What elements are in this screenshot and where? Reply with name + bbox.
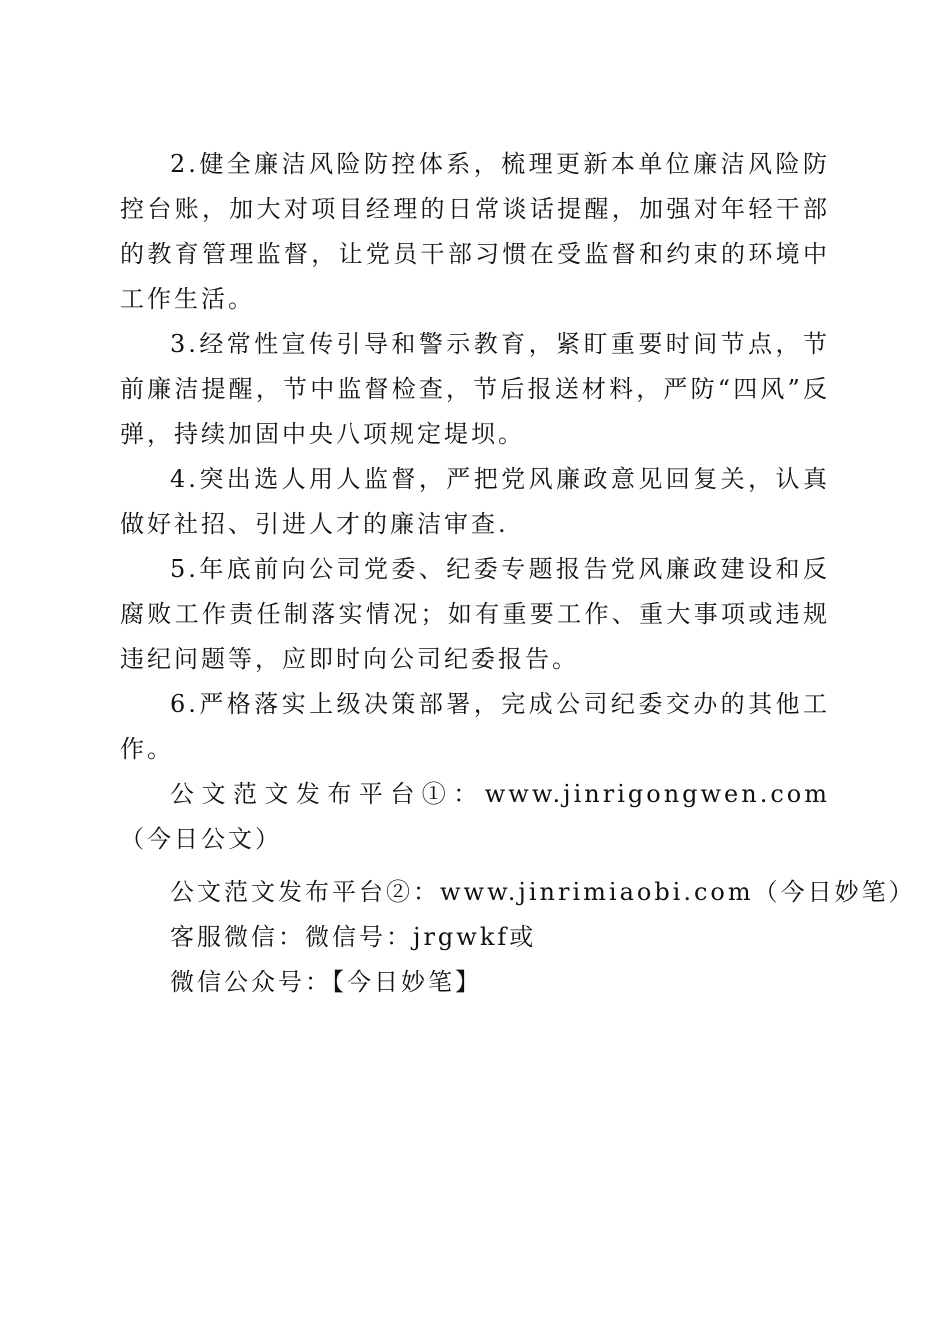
footer-service-wechat: 客服微信：微信号：jrgwkf或 (170, 923, 537, 951)
paragraph-item-4: 4.突出选人用人监督，严把党风廉政意见回复关，认真做好社招、引进人才的廉洁审查. (120, 465, 830, 538)
paragraph-item-6: 6.严格落实上级决策部署，完成公司纪委交办的其他工作。 (120, 690, 830, 763)
document-body (120, 142, 916, 1005)
footer-platform-2: 公文范文发布平台②：www.jinrimiaobi.com（今日妙笔） (170, 878, 916, 906)
paragraph-item-2: 2.健全廉洁风险防控体系，梳理更新本单位廉洁风险防控台账，加大对项目经理的日常谈话提醒，加强对年轻干部的教育管理监督，让党员干部习惯在受监督和约束的环境中工作生活。 (120, 150, 830, 313)
footer-public-account: 微信公众号：【今日妙笔】 (170, 968, 482, 996)
paragraph-item-3: 3.经常性宣传引导和警示教育，紧盯重要时间节点，节前廉洁提醒，节中监督检查，节后报送材料，严防“四风”反弹，持续加固中央八项规定堤坝。 (120, 330, 830, 448)
footer-platform-1: 公文范文发布平台①：www.jinrigongwen.com（今日公文） (120, 780, 830, 853)
paragraph-item-5: 5.年底前向公司党委、纪委专题报告党风廉政建设和反腐败工作责任制落实情况；如有重要工作、重大事项或违规违纪问题等，应即时向公司纪委报告。 (120, 555, 830, 673)
